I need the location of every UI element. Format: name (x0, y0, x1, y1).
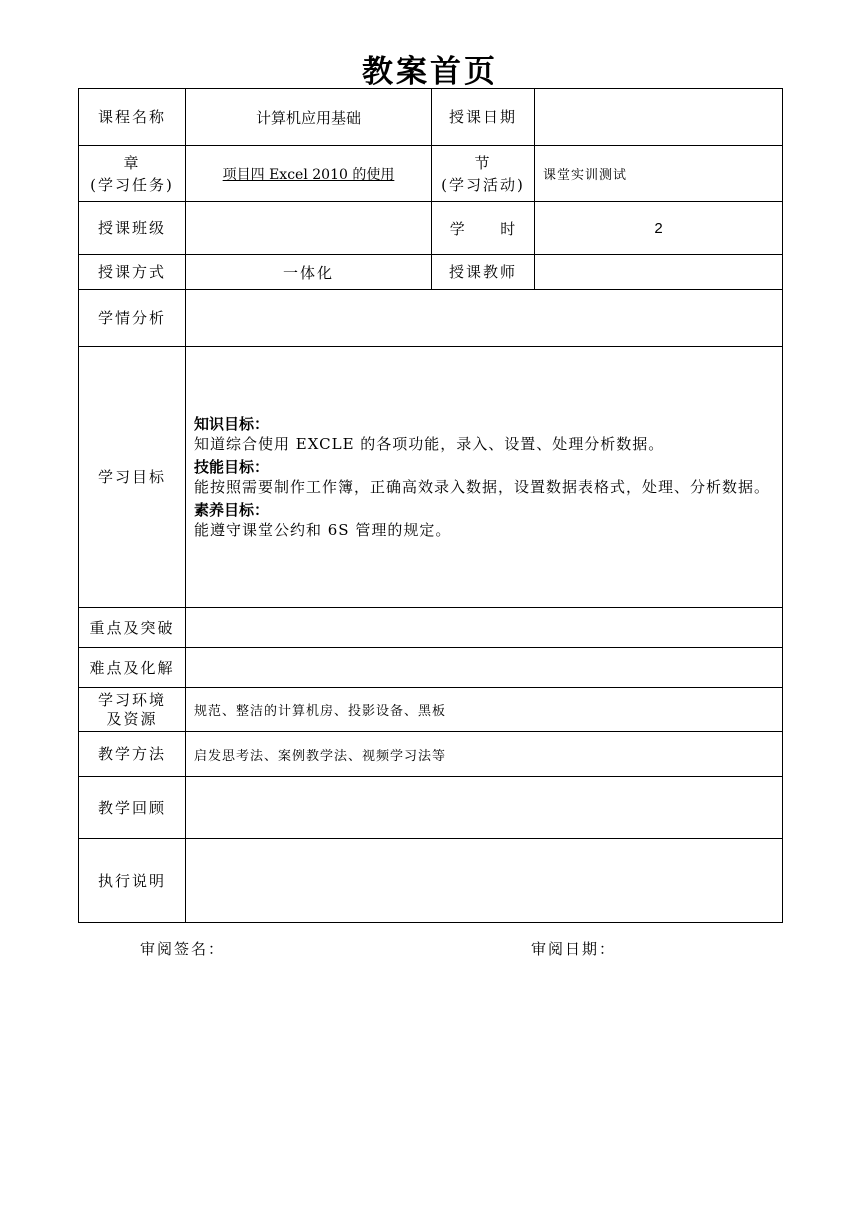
row-method (79, 255, 783, 290)
row-difficulties (79, 648, 783, 688)
lesson-plan-table (78, 88, 783, 923)
knowledge-goal-heading: 知识目标： (194, 414, 270, 433)
hours-label: 学 时 (432, 202, 535, 255)
skill-goal-heading: 技能目标： (194, 457, 270, 476)
chapter-value: 项目四 Excel 2010 的使用 (222, 166, 395, 183)
knowledge-goal-text: 知道综合使用 EXCLE 的各项功能，录入、设置、处理分析数据。 (194, 434, 665, 453)
section-label-line2: (学习活动) (441, 175, 525, 194)
review-label: 教学回顾 (79, 777, 186, 839)
analysis-value (186, 290, 783, 347)
environment-label (79, 688, 186, 732)
quality-goal-text: 能遵守课堂公约和 6S 管理的规定。 (194, 520, 452, 539)
chapter-label (79, 146, 186, 202)
class-label: 授课班级 (79, 202, 186, 255)
row-goals (79, 347, 783, 608)
course-name-label: 课程名称 (79, 89, 186, 146)
row-key-points (79, 608, 783, 648)
skill-goal-text: 能按照需要制作工作簿，正确高效录入数据，设置数据表格式，处理、分析数据。 (194, 477, 771, 496)
lesson-date-label: 授课日期 (432, 89, 535, 146)
row-course-name (79, 89, 783, 146)
review-signature-label: 审阅签名： (140, 940, 226, 958)
section-label-line1: 节 (474, 153, 492, 172)
row-environment (79, 688, 783, 732)
chapter-label-line1: 章 (123, 153, 141, 172)
method-label: 授课方式 (79, 255, 186, 290)
difficulties-value (186, 648, 783, 688)
hours-value: 2 (535, 202, 783, 255)
teacher-value (535, 255, 783, 290)
row-teaching-method (79, 732, 783, 777)
page-title: 教案首页 (362, 54, 498, 90)
row-review (79, 777, 783, 839)
section-label (432, 146, 535, 202)
review-value (186, 777, 783, 839)
course-name-value: 计算机应用基础 (186, 89, 432, 146)
row-analysis (79, 290, 783, 347)
chapter-label-line2: (学习任务) (90, 175, 174, 194)
key-points-label: 重点及突破 (79, 608, 186, 648)
teaching-method-label: 教学方法 (79, 732, 186, 777)
quality-goal-heading: 素养目标： (194, 500, 270, 519)
class-value (186, 202, 432, 255)
row-execution (79, 839, 783, 923)
execution-label: 执行说明 (79, 839, 186, 923)
method-value: 一体化 (186, 255, 432, 290)
goals-content (186, 347, 783, 608)
review-date-label: 审阅日期： (531, 940, 617, 958)
teaching-method-value: 启发思考法、案例教学法、视频学习法等 (186, 732, 783, 777)
goals-label: 学习目标 (79, 347, 186, 608)
section-value: 课堂实训测试 (535, 146, 783, 202)
execution-value (186, 839, 783, 923)
environment-label-line1: 学习环境 (97, 690, 166, 709)
key-points-value (186, 608, 783, 648)
environment-value: 规范、整洁的计算机房、投影设备、黑板 (186, 688, 783, 732)
difficulties-label: 难点及化解 (79, 648, 186, 688)
row-chapter (79, 146, 783, 202)
environment-label-line2: 及资源 (106, 709, 158, 728)
teacher-label: 授课教师 (432, 255, 535, 290)
row-class (79, 202, 783, 255)
analysis-label: 学情分析 (79, 290, 186, 347)
lesson-date-value (535, 89, 783, 146)
